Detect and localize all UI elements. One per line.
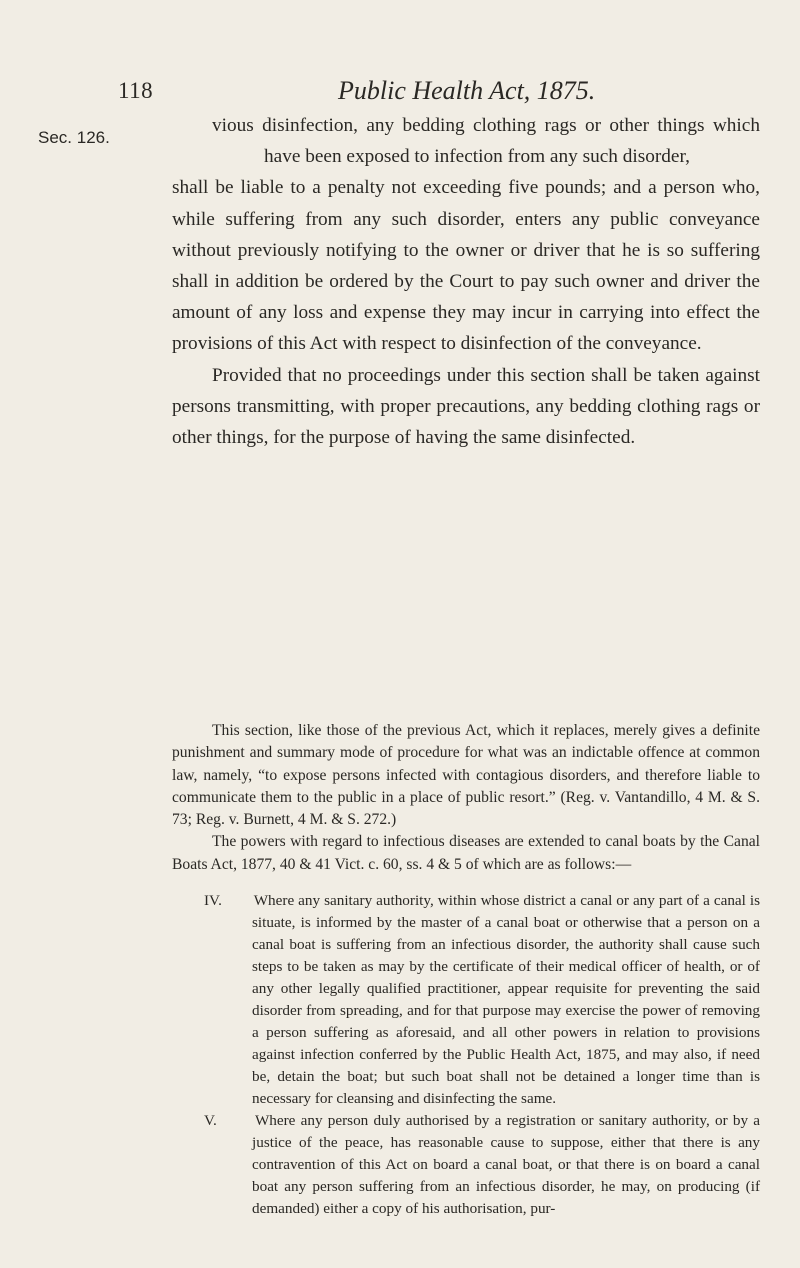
section-text: Where any sanitary authority, within whose district a canal or any part of a canal is situate, is informed by the master of a canal boat or otherwise that a person on a canal boat is suffering from an infectious disorder, the authority shall cause such steps to be taken as may by the certificate of their medical officer of health, or of any other legally qualified practitioner, appear requisite for preventing the said disorder from spreading, and for that purpose may exercise the power of removing a person suffering as aforesaid, and all other powers in relation to provisions against infection conferred by the Public Health Act, 1875, and may also, if need be, detain the boat; but such boat shall not be detained a longer time than is necessary for cleansing and disinfecting the same. (252, 892, 760, 1107)
annotation-notes (172, 716, 760, 876)
section-number: V. (204, 1112, 217, 1129)
quoted-section-iv (152, 890, 760, 1110)
quoted-sections (152, 890, 760, 1220)
annotation-paragraph: This section, like those of the previous Act, which it replaces, merely gives a definite punishment and summary mode of procedure for what was an indictable offence at common law, namely, “to expose persons infected with contagious disorders, and therefore liable to communicate them to the public in a place of public resort.” (Reg. v. Vantandillo, 4 M. & S. 73; Reg. v. Burnett, 4 M. & S. 272.) (172, 722, 760, 829)
page-number: 118 (118, 78, 154, 103)
section-number: IV. (204, 892, 222, 909)
annotation-paragraph: The powers with regard to infectious diseases are extended to canal boats by the Canal Boats Act, 1877, 40 & 41 Vict. c. 60, ss. 4 & 5 of which are as follows:— (172, 833, 760, 873)
statute-continuation: vious disinfection, any bedding clothing rags or other things which have been exposed to infection from any such disorder, (212, 115, 760, 168)
section-text: Where any person duly authorised by a registration or sanitary authority, or by a justice of the peace, has reasonable cause to suppose, either that there is any contravention of this Act on board a canal boat, or that there is on board a canal boat any person suffering from an infectious disorder, he may, on producing (if demanded) either a copy of his authorisation, pur- (252, 1112, 760, 1217)
quoted-section-v (152, 1110, 760, 1220)
section-margin-note: Sec. 126. (38, 128, 110, 147)
statute-proviso-paragraph: Provided that no proceedings under this section shall be taken against persons transmitting, with proper precautions, any bedding clothing rags or other things, for the purpose of having the same disinfected. (172, 364, 760, 449)
statute-penalty-paragraph: shall be liable to a penalty not exceeding five pounds; and a person who, while suffering from any such disorder, enters any public conveyance without previously notifying to the owner or driver that he is so suffering shall in addition be ordered by the Court to pay such owner and driver the amount of any loss and expense they may incur in carrying into effect the provisions of this Act with respect to disinfection of the conveyance. (172, 177, 760, 355)
statute-text (172, 110, 760, 453)
running-title: Public Health Act, 1875. (338, 76, 596, 105)
